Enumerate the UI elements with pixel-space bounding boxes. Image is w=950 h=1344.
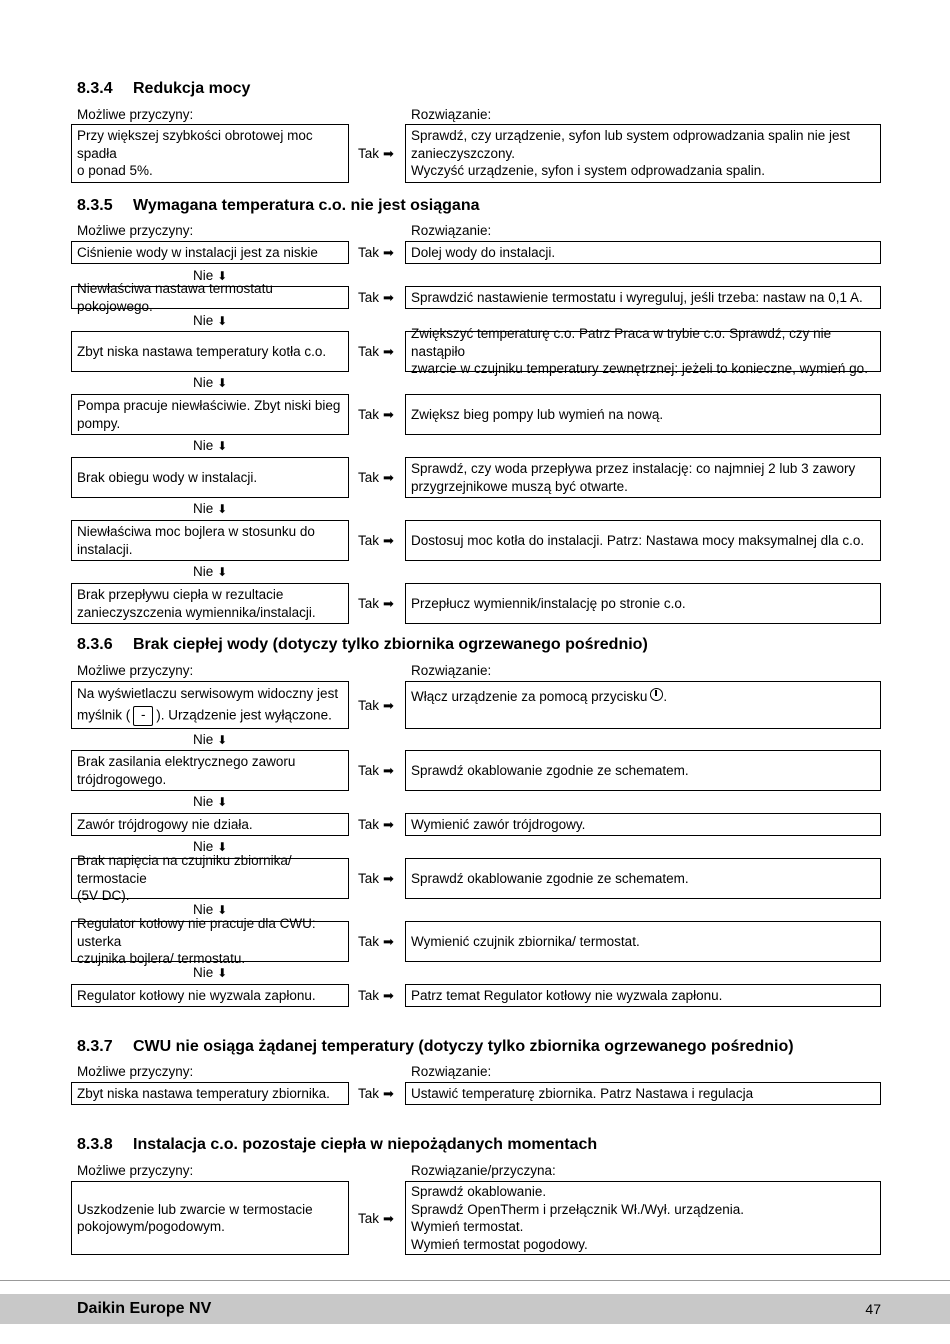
yes-label: Tak ➡ (358, 344, 394, 359)
power-icon (650, 688, 663, 701)
cause-box: Na wyświetlaczu serwisowym widoczny jest myślnik ( - ). Urządzenie jest wyłączone. (71, 681, 349, 729)
causes-label: Możliwe przyczyny: (77, 223, 194, 238)
cause-box: Zawór trójdrogowy nie działa. (71, 813, 349, 836)
arrow-right-icon: ➡ (383, 1086, 394, 1101)
solution-box: Ustawić temperaturę zbiornika. Patrz Nastawa i regulacja (405, 1082, 881, 1105)
yes-label: Tak ➡ (358, 146, 394, 161)
arrow-right-icon: ➡ (383, 698, 394, 713)
yes-label: Tak ➡ (358, 596, 394, 611)
yes-label: Tak ➡ (358, 871, 394, 886)
solution-label: Rozwiązanie: (411, 107, 492, 122)
solution-box: Sprawdź okablowanie zgodnie ze schematem. (405, 750, 881, 791)
arrow-down-icon: ⬇ (217, 314, 228, 328)
solution-box: Sprawdź okablowanie zgodnie ze schematem. (405, 858, 881, 899)
yes-label: Tak ➡ (358, 245, 394, 260)
solution-box: Wymienić zawór trójdrogowy. (405, 813, 881, 836)
cause-box: Regulator kotłowy nie pracuje dla CWU: usterka czujnika bojlera/ termostatu. (71, 921, 349, 962)
section-title-835: 8.3.5 Wymagana temperatura c.o. nie jest osiągana (77, 197, 480, 214)
section-title-836: 8.3.6 Brak ciepłej wody (dotyczy tylko zbiornika ogrzewanego pośrednio) (77, 636, 648, 653)
yes-label: Tak ➡ (358, 1211, 394, 1226)
solution-box: Patrz temat Regulator kotłowy nie wyzwala zapłonu. (405, 984, 881, 1007)
cause-box: Zbyt niska nastawa temperatury zbiornika. (71, 1082, 349, 1105)
solution-box: Dostosuj moc kotła do instalacji. Patrz: Nastawa mocy maksymalnej dla c.o. (405, 520, 881, 561)
cause-box: Uszkodzenie lub zwarcie w termostacie pokojowym/pogodowym. (71, 1181, 349, 1255)
arrow-right-icon: ➡ (383, 407, 394, 422)
cause-box: Brak napięcia na czujniku zbiornika/ termostacie (5V DC). (71, 858, 349, 899)
yes-label: Tak ➡ (358, 934, 394, 949)
cause-box: Brak obiegu wody w instalacji. (71, 457, 349, 498)
yes-label: Tak ➡ (358, 470, 394, 485)
arrow-down-icon: ⬇ (217, 733, 228, 747)
section-title-838: 8.3.8 Instalacja c.o. pozostaje ciepła w niepożądanych momentach (77, 1136, 598, 1153)
yes-label: Tak ➡ (358, 988, 394, 1003)
yes-label: Tak ➡ (358, 763, 394, 778)
yes-label: Tak ➡ (358, 533, 394, 548)
no-label: Nie ⬇ (193, 902, 228, 917)
arrow-down-icon: ⬇ (217, 966, 228, 980)
arrow-down-icon: ⬇ (217, 376, 228, 390)
solution-box: Dolej wody do instalacji. (405, 241, 881, 264)
cause-box: Zbyt niska nastawa temperatury kotła c.o. (71, 331, 349, 372)
arrow-right-icon: ➡ (383, 344, 394, 359)
arrow-down-icon: ⬇ (217, 439, 228, 453)
causes-label: Możliwe przyczyny: (77, 1064, 194, 1079)
arrow-down-icon: ⬇ (217, 502, 228, 516)
cause-box: Niewłaściwa moc bojlera w stosunku do instalacji. (71, 520, 349, 561)
solution-label: Rozwiązanie: (411, 223, 492, 238)
arrow-right-icon: ➡ (383, 470, 394, 485)
solution-box: Sprawdź, czy woda przepływa przez instalację: co najmniej 2 lub 3 zawory przygrzejnikowe muszą być otwarte. (405, 457, 881, 498)
arrow-down-icon: ⬇ (217, 565, 228, 579)
no-label: Nie ⬇ (193, 965, 228, 980)
cause-box: Pompa pracuje niewłaściwie. Zbyt niski bieg pompy. (71, 394, 349, 435)
arrow-right-icon: ➡ (383, 290, 394, 305)
yes-label: Tak ➡ (358, 290, 394, 305)
arrow-right-icon: ➡ (383, 817, 394, 832)
cause-box: Niewłaściwa nastawa termostatu pokojowego. (71, 286, 349, 309)
solution-box: Sprawdź, czy urządzenie, syfon lub system odprowadzania spalin nie jest zanieczyszczony. Wyczyść urządzenie, syfon i system odprowadzania spalin. (405, 124, 881, 183)
arrow-right-icon: ➡ (383, 146, 394, 161)
cause-box: Brak zasilania elektrycznego zaworu trójdrogowego. (71, 750, 349, 791)
no-label: Nie ⬇ (193, 375, 228, 390)
no-label: Nie ⬇ (193, 268, 228, 283)
no-label: Nie ⬇ (193, 564, 228, 579)
no-label: Nie ⬇ (193, 438, 228, 453)
arrow-right-icon: ➡ (383, 533, 394, 548)
solution-label: Rozwiązanie: (411, 1064, 492, 1079)
yes-label: Tak ➡ (358, 407, 394, 422)
no-label: Nie ⬇ (193, 501, 228, 516)
no-label: Nie ⬇ (193, 732, 228, 747)
no-label: Nie ⬇ (193, 313, 228, 328)
causes-label: Możliwe przyczyny: (77, 107, 194, 122)
solution-box: Zwiększyć temperaturę c.o. Patrz Praca w trybie c.o. Sprawdź, czy nie nastąpiło zwarcie w czujniku temperatury zewnętrznej: jeżeli to konieczne, wymień go. (405, 331, 881, 372)
footer-divider (0, 1280, 950, 1281)
no-label: Nie ⬇ (193, 839, 228, 854)
solution-cause-label: Rozwiązanie/przyczyna: (411, 1163, 556, 1178)
cause-box: Przy większej szybkości obrotowej moc spadła o ponad 5%. (71, 124, 349, 183)
solution-box: Przepłucz wymiennik/instalację po stronie c.o. (405, 583, 881, 624)
arrow-right-icon: ➡ (383, 871, 394, 886)
cause-box: Regulator kotłowy nie wyzwala zapłonu. (71, 984, 349, 1007)
no-label: Nie ⬇ (193, 794, 228, 809)
arrow-right-icon: ➡ (383, 934, 394, 949)
solution-label: Rozwiązanie: (411, 663, 492, 678)
cause-box: Brak przepływu ciepła w rezultacie zanieczyszczenia wymiennika/instalacji. (71, 583, 349, 624)
arrow-right-icon: ➡ (383, 245, 394, 260)
arrow-down-icon: ⬇ (217, 903, 228, 917)
causes-label: Możliwe przyczyny: (77, 663, 194, 678)
section-title-834: 8.3.4 Redukcja mocy (77, 80, 251, 97)
solution-box: Sprawdzić nastawienie termostatu i wyreguluj, jeśli trzeba: nastaw na 0,1 A. (405, 286, 881, 309)
page-footer (0, 1294, 950, 1324)
page-number: 47 (865, 1301, 881, 1317)
solution-box: Zwiększ bieg pompy lub wymień na nową. (405, 394, 881, 435)
arrow-down-icon: ⬇ (217, 795, 228, 809)
section-title-837: 8.3.7 CWU nie osiąga żądanej temperatury (dotyczy tylko zbiornika ogrzewanego pośrednio) (77, 1038, 794, 1055)
arrow-down-icon: ⬇ (217, 840, 228, 854)
arrow-right-icon: ➡ (383, 988, 394, 1003)
arrow-down-icon: ⬇ (217, 269, 228, 283)
arrow-right-icon: ➡ (383, 1211, 394, 1226)
cause-box: Ciśnienie wody w instalacji jest za niskie (71, 241, 349, 264)
solution-box: Wymienić czujnik zbiornika/ termostat. (405, 921, 881, 962)
display-dash-indicator: - (133, 706, 153, 726)
yes-label: Tak ➡ (358, 817, 394, 832)
footer-brand: Daikin Europe NV (77, 1300, 212, 1317)
yes-label: Tak ➡ (358, 698, 394, 713)
solution-box: Włącz urządzenie za pomocą przycisku . (405, 681, 881, 729)
arrow-right-icon: ➡ (383, 596, 394, 611)
solution-box: Sprawdź okablowanie. Sprawdź OpenTherm i przełącznik Wł./Wył. urządzenia. Wymień termostat. Wymień termostat pogodowy. (405, 1181, 881, 1255)
arrow-right-icon: ➡ (383, 763, 394, 778)
causes-label: Możliwe przyczyny: (77, 1163, 194, 1178)
yes-label: Tak ➡ (358, 1086, 394, 1101)
